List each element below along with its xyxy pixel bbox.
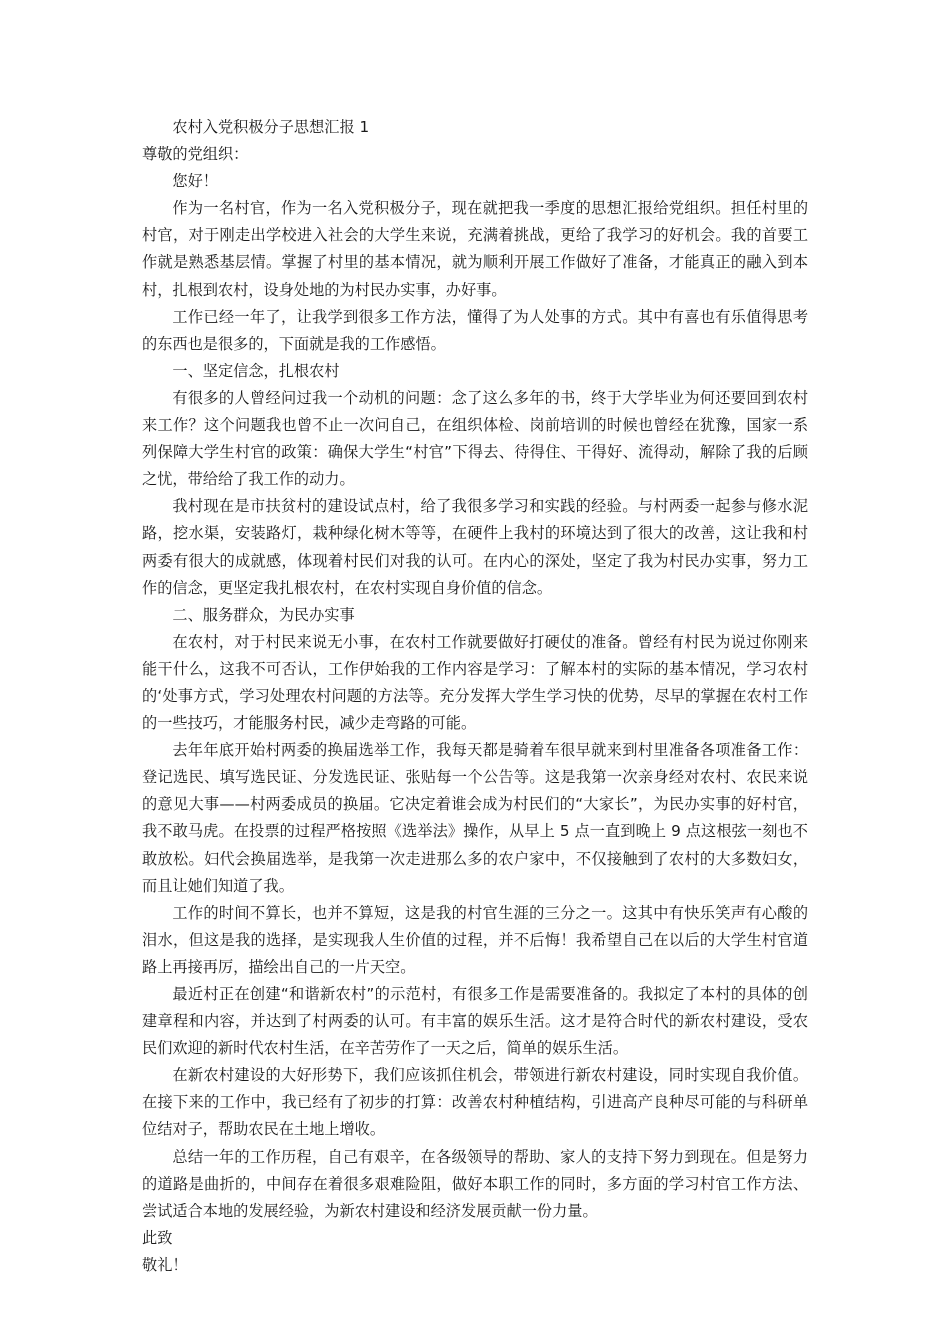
document-body (142, 114, 808, 1279)
paragraph-harmonious-village: 最近村正在创建“和谐新农村”的示范村，有很多工作是需要准备的。我拟定了本村的具体的创建章程和内容，并达到了村两委的认可。有丰富的娱乐生活。这才是符合时代的新农村建设，受农民们欢迎的新时代农村生活，在辛苦劳作了一天之后，简单的娱乐生活。 (142, 985, 808, 1058)
paragraph-reflection: 工作的时间不算长，也并不算短，这是我的村官生涯的三分之一。这其中有快乐笑声有心酸的泪水，但这是我的选择，是实现我人生价值的过程，并不后悔！我希望自己在以后的大学生村官道路上再接再厉，描绘出自己的一片天空。 (142, 903, 808, 976)
section-heading-1: 一、坚定信念，扎根农村 (172, 361, 340, 380)
paragraph-pilot-village: 我村现在是市扶贫村的建设试点村，给了我很多学习和实践的经验。与村两委一起参与修水泥路，挖水渠，安装路灯，栽种绿化树木等等，在硬件上我村的环境达到了很大的改善，这让我和村两委有很大的成就感，体现着村民们对我的认可。在内心的深处，坚定了我为村民办实事，努力工作的信念，更坚定我扎根农村，在农村实现自身价值的信念。 (142, 497, 808, 597)
paragraph-serving-villagers: 在农村，对于村民来说无小事，在农村工作就要做好打硬仗的准备。曾经有村民为说过你刚来能干什么，这我不可否认，工作伊始我的工作内容是学习：了解本村的实际的基本情况，学习农村的‘处事方式，学习处理农村问题的方法等。充分发挥大学生学习快的优势，尽早的掌握在农村工作的一些技巧，才能服务村民，减少走弯路的可能。 (142, 632, 808, 733)
paragraph-overview: 工作已经一年了，让我学到很多工作方法，懂得了为人处事的方式。其中有喜也有乐值得思考的东西也是很多的，下面就是我的工作感悟。 (142, 307, 808, 353)
section-heading-2: 二、服务群众，为民办实事 (172, 605, 355, 624)
document-title: 农村入党积极分子思想汇报 1 (172, 118, 370, 136)
salutation: 尊敬的党组织： (142, 145, 249, 164)
paragraph-plans: 在新农村建设的大好形势下，我们应该抓住机会，带领进行新农村建设，同时实现自我价值。在接下来的工作中，我已经有了初步的打算：改善农村种植结构，引进高产良种尽可能的与科研单位结对子，帮助农民在土地上增收。 (142, 1066, 808, 1139)
paragraph-intro: 作为一名村官，作为一名入党积极分子，现在就把我一季度的思想汇报给党组织。担任村里的村官，对于刚走出学校进入社会的大学生来说，充满着挑战，更给了我学习的好机会。我的首要工作就是熟悉基层情。掌握了村里的基本情况，就为顺利开展工作做好了准备，才能真正的融入到本村，扎根到农村，设身处地的为村民办实事，办好事。 (142, 199, 808, 299)
greeting: 您好！ (172, 172, 218, 191)
closing-line-2: 敬礼！ (142, 1255, 188, 1274)
paragraph-motivation: 有很多的人曾经问过我一个动机的问题：念了这么多年的书，终于大学毕业为何还要回到农村来工作？这个问题我也曾不止一次问自己，在组织体检、岗前培训的时候也曾经在犹豫，国家一系列保障大学生村官的政策：确保大学生“村官”下得去、待得住、干得好、流得动，解除了我的后顾之忧，带给给了我工作的动力。 (142, 388, 808, 489)
closing-line-1: 此致 (142, 1228, 173, 1247)
paragraph-summary: 总结一年的工作历程，自己有艰辛，在各级领导的帮助、家人的支持下努力到现在。但是努力的道路是曲折的，中间存在着很多艰难险阻，做好本职工作的同时，多方面的学习村官工作方法、尝试适合本地的发展经验，为新农村建设和经济发展贡献一份力量。 (142, 1147, 808, 1220)
paragraph-election: 去年年底开始村两委的换届选举工作，我每天都是骑着车很早就来到村里准备各项准备工作：登记选民、填写选民证、分发选民证、张贴每一个公告等。这是我第一次亲身经对农村、农民来说的意见大事——村两委成员的换届。它决定着谁会成为村民们的“大家长”，为民办实事的好村官，我不敢马虎。在投票的过程严格按照《选举法》操作，从早上 5 点一直到晚上 9 点这根弦一刻也不敢放松。妇代会换届选举，是我第一次走进那么多的农户家中，不仅接触到了农村的大多数妇女，而且让她们知道了我。 (142, 741, 808, 895)
